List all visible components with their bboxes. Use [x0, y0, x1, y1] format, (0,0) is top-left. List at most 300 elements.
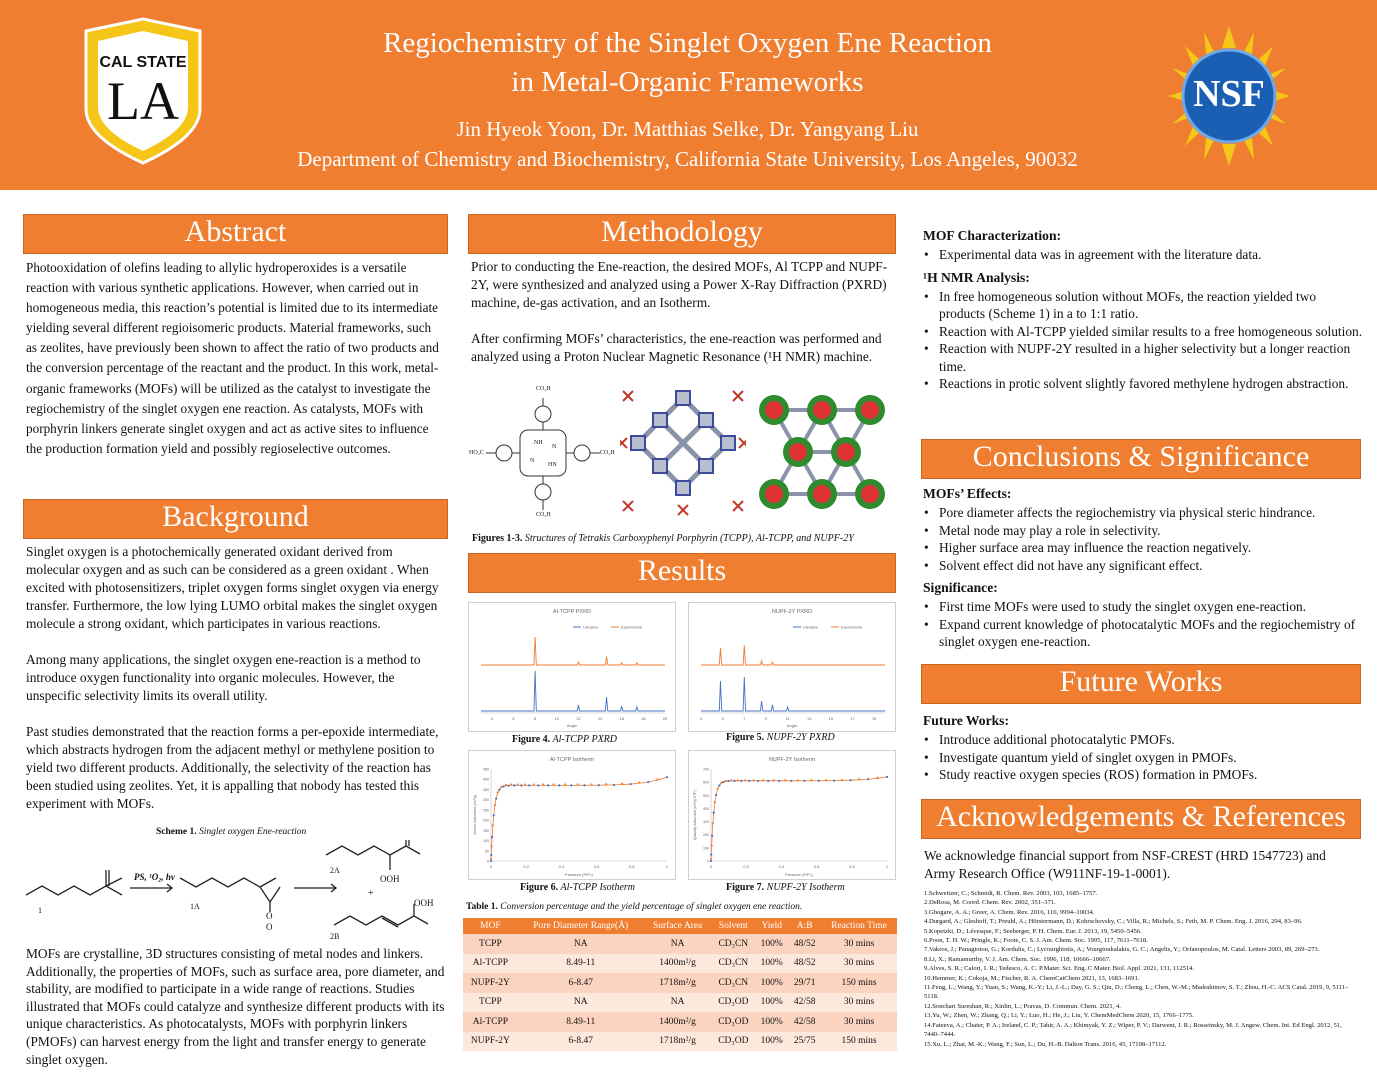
adsorption-point [507, 784, 509, 786]
table-cell: 30 mins [821, 934, 897, 954]
table-row [463, 954, 897, 974]
cluster-core [861, 401, 879, 419]
x-tick-label: 20 [662, 716, 668, 721]
poster-title: Regiochemistry of the Singlet Oxygen Ene Reaction in Metal-Organic Frameworks [383, 27, 992, 98]
x-tick-label: 18 [641, 716, 646, 721]
adsorption-point [886, 776, 888, 778]
table-cell: CD₃CN [712, 973, 756, 993]
table-cell: 48/52 [788, 954, 821, 974]
legend-label: Literature [583, 625, 599, 630]
porphyrin-node [699, 459, 713, 473]
x-tick-label: 1 [665, 864, 669, 869]
adsorption-point [833, 780, 835, 782]
table-cell: NUPF-2Y [463, 1032, 518, 1052]
table-cell: 100% [755, 954, 788, 974]
porphyrin-node [631, 436, 645, 450]
characterization-bullet: • Experimental data was in agreement with the literature data. [939, 246, 1363, 264]
x-axis-label: Angle [566, 723, 578, 728]
desorption-point [490, 845, 492, 847]
desorption-point [590, 783, 592, 785]
scheme-label-2a: 2A [330, 866, 340, 875]
methodology-heading: Methodology [468, 214, 896, 254]
table-cell: NA [644, 993, 712, 1013]
x-tick-label: 0.8 [849, 864, 855, 869]
logo-cal-state-text: CAL STATE [99, 54, 187, 71]
x-tick-label: 0 [489, 864, 493, 869]
chart-title: NUPF-2Y Isotherm [768, 757, 816, 763]
y-tick-label: 0 [707, 859, 709, 864]
cluster-core [765, 485, 783, 503]
reference-item: 1.Schweitzer, C.; Schmidt, R. Chem. Rev. 2003, 103, 1685–1757. [924, 890, 1098, 897]
y-axis-label: Quantity Adsorbed (cm³/g STP) [693, 790, 697, 840]
table-header-cell: A:B [788, 918, 821, 934]
y-tick-label: 50 [485, 849, 489, 854]
adsorption-point [520, 784, 522, 786]
desorption-point [492, 824, 494, 826]
y-tick-label: 100 [703, 846, 709, 851]
reference-item: 12.Sonchari Sureshan, R.; Xinlin, L.; Pravas, D. Commun. Chem. 2021, 4. [924, 1002, 1121, 1010]
x-tick-label: 8 [534, 716, 537, 721]
x-tick-label: 17 [850, 716, 855, 721]
conclusions-heading: Conclusions & Significance [921, 439, 1361, 479]
table-cell: 1400m²/g [644, 1012, 712, 1032]
table-cell: TCPP [463, 934, 518, 954]
future-works-bullet: • Introduce additional photocatalytic PMOFs. [939, 731, 1363, 749]
table-cell: 30 mins [821, 1012, 897, 1032]
adsorption-point [711, 835, 713, 837]
table-cell: 30 mins [821, 993, 897, 1013]
x-axis-label: Pressure (P/P₀) [785, 872, 813, 877]
mof-effects-bullet: • Solvent effect did not have any significant effect. [939, 557, 1363, 575]
tcpp-label-nh: NH [534, 440, 543, 446]
cal-state-la-logo [80, 17, 206, 165]
reference-item: 7.Vakros, J.; Panagiotou, G.; Kordulis, C.; Lycourghiotis, A.; Vourgioukalakis, G. C.; Angelis, Y.; Orfanopoulos, M. Catal. Letters 2003, 89, 269–273. [924, 946, 1320, 954]
adsorption-point [598, 784, 600, 786]
desorption-point [825, 779, 827, 781]
cluster-core [813, 485, 831, 503]
desorption-point [494, 804, 496, 806]
x-tick-label: 3 [699, 716, 703, 721]
scheme-label-1a: 1A [190, 902, 200, 911]
x-tick-label: 0.4 [558, 864, 565, 869]
table-cell: 100% [755, 973, 788, 993]
reference-item: 15.Xu, L.; Zhai, M.-K.; Wang, F.; Sun, L.; Du, H.-B. Dalton Trans. 2016, 45, 17108–17112. [924, 1040, 1167, 1048]
x-tick-label: 15 [828, 716, 834, 721]
chart-title: Al-TCPP Isotherm [549, 757, 595, 763]
adsorption-point [647, 781, 649, 783]
desorption-point [784, 779, 786, 781]
legend-label: Literature [803, 625, 819, 630]
adsorption-point [513, 784, 515, 786]
x-tick-label: 9 [764, 716, 768, 721]
tcpp-label-right: CO₂H [600, 450, 615, 456]
adsorption-point [528, 784, 530, 786]
background-paragraph-4: MOFs are crystalline, 3D structures consisting of metal nodes and linkers. Additionally, the properties of MOFs, such as surface area, pore diameter, and stability, are modified to participate in a wide range of reactions. Studies illustrated that MOFs could catalyze and synthesize different products with its unique characteristics. As photocatalysts, MOFs with porphyrin linkers (PMOFs) can harvest energy from the light and transfer energy to generate singlet oxygen. [26, 946, 445, 1067]
desorption-point [797, 779, 799, 781]
adsorption-point [718, 784, 720, 786]
table-row [463, 1032, 897, 1052]
adsorption-point [740, 780, 742, 782]
tcpp-label-bottom: CO₂H [536, 512, 551, 518]
table-cell: NA [644, 934, 712, 954]
cluster-core [765, 401, 783, 419]
desorption-point [710, 845, 712, 847]
legend-label: Experimental [841, 625, 862, 630]
table-cell: 6-8.47 [518, 1032, 644, 1052]
porphyrin-node [653, 459, 667, 473]
nupf-2y-isotherm-chart [688, 750, 896, 880]
table-cell: TCPP [463, 993, 518, 1013]
desorption-point [725, 780, 727, 782]
y-tick-label: 300 [703, 820, 709, 825]
adsorption-point [491, 836, 493, 838]
table-row [463, 934, 897, 954]
scheme-1-caption: Scheme 1. Singlet oxygen Ene-reaction [156, 827, 307, 837]
future-works-bullet: • Study reactive oxygen species (ROS) formation in PMOFs. [939, 766, 1363, 784]
table-cell: 150 mins [821, 973, 897, 993]
mof-characterization-heading: MOF Characterization: [923, 228, 1062, 243]
pxrd-series-literature [481, 671, 665, 711]
table-cell: 100% [755, 934, 788, 954]
adsorption-point [547, 784, 549, 786]
adsorption-point [733, 780, 735, 782]
scheme-label-1: 1 [38, 906, 42, 915]
table-cell: 6-8.47 [518, 973, 644, 993]
table-cell: NUPF-2Y [463, 973, 518, 993]
x-tick-label: 7 [743, 716, 746, 721]
future-works-list [923, 731, 1363, 784]
adsorption-point [757, 780, 759, 782]
table-cell: 100% [755, 993, 788, 1013]
figure-4-caption: Figure 4. Al-TCPP PXRD [512, 734, 618, 745]
tcpp-label-n2: N [530, 458, 535, 464]
adsorption-point [570, 784, 572, 786]
table-cell: Al-TCPP [463, 1012, 518, 1032]
mof-effects-bullet: • Pore diameter affects the regiochemistry via physical steric hindrance. [939, 504, 1363, 522]
desorption-point [510, 784, 512, 786]
y-tick-label: 200 [483, 818, 489, 823]
methodology-paragraph-2: After confirming MOFs’ characteristics, the ene-reaction was performed and analyzed using a Proton Nuclear Magnetic Resonance (¹H NMR) machine. [471, 331, 882, 364]
nsf-text: NSF [1193, 73, 1265, 115]
desorption-point [505, 784, 507, 786]
legend-label: Experimental [621, 625, 642, 630]
x-tick-label: 6 [512, 716, 515, 721]
nsf-logo [1168, 26, 1290, 166]
desorption-point [638, 781, 640, 783]
tcpp-label-top: CO₂H [536, 386, 551, 392]
abstract-text: Photooxidation of olefins leading to allylic hydroperoxides is a versatile reaction with various synthetic applications. However, when carried out in homogeneous media, this reaction’s potential is limited due to its intermediate yielding several different regioisomeric products. Material frameworks, such as zeolites, have previously been shown to affect the ratio of two products and the conversion percentage of the reactant and the product. In this work, metal-organic frameworks (MOFs) will be utilized as the catalyst to investigate the regiochemistry of the singlet oxygen ene reaction. As catalysts, MOFs with porphyrin linkers generate singlet oxygen and act as active sites to influence the production formation yield and possibly regioselective outcomes. [26, 260, 439, 456]
pxrd-series-literature [701, 677, 885, 711]
pxrd-series-experimental [701, 645, 885, 665]
adsorption-point [558, 784, 560, 786]
background-paragraph-3: Past studies demonstrated that the reaction forms a per-epoxide intermediate, which abstracts hydrogen from the adjacent methyl or methylene position to yield two different products. Additionally, the selectivity of the reaction has been studied using zeolites. Yet, it is appalling that nobody has tested this experiment with MOFs. [26, 724, 439, 811]
y-tick-label: 350 [483, 787, 489, 792]
reference-item: 5.Kopetzki, D.; Lévesque, F.; Seeberger, P. H. Chem. Eur. J. 2013, 19, 5450–5456. [924, 927, 1142, 935]
logo-la-text: LA [107, 71, 179, 131]
reference-item: 13.Yu, W.; Zhen, W.; Zhang, Q.; Li, Y.; Luo, H.; He, J.; Liu, Y. ChemMedChem 2020, 15, 1766–1775. [924, 1012, 1194, 1020]
desorption-point [858, 778, 860, 780]
x-tick-label: 14 [597, 716, 603, 721]
table-header-cell: MOF [463, 918, 518, 934]
table-cell: CD₃OD [712, 993, 756, 1013]
y-tick-label: 400 [703, 806, 709, 811]
reference-item: 9.Alves, S. R.; Calori, I. R.; Tedesco, A. C. P.Mater. Sci. Eng. C Mater. Biol. Appl. 2021, 131, 112514. [924, 965, 1195, 973]
future-works-heading: Future Works [921, 664, 1361, 704]
adsorption-point [713, 812, 715, 814]
x-tick-label: 0.6 [813, 864, 820, 869]
table-cell: 150 mins [821, 1032, 897, 1052]
adsorption-point [849, 779, 851, 781]
mof-effects-bullet: • Higher surface area may influence the reaction negatively. [939, 539, 1363, 557]
desorption-point [841, 779, 843, 781]
mof-effects-bullet: • Metal node may play a role in selectivity. [939, 522, 1363, 540]
chart-title: NUPF-2Y PXRD [771, 609, 813, 615]
adsorption-point [710, 854, 712, 856]
acknowledgement-text: We acknowledge financial support from NSF-CREST (HRD 1547723) and Army Research Office (W911NF-19-1-0001). [924, 848, 1326, 881]
methodology-paragraph-1: Prior to conducting the Ene-reaction, the desired MOFs, Al TCPP and NUPF-2Y, were synthesized and analyzed using a Power X-Ray Diffraction (PXRD) machine, de-gas activation, and an Isotherm. [471, 259, 888, 310]
desorption-point [737, 779, 739, 781]
future-works-section [923, 713, 1363, 790]
desorption-point [720, 782, 722, 784]
table-1-caption: Table 1. Conversion percentage and the yield percentage of singlet oxygen ene reaction. [466, 902, 803, 912]
adsorption-point [778, 780, 780, 782]
background-paragraph-1: Singlet oxygen is a photochemically generated oxidant derived from molecular oxygen and as such can be considered as a green oxidant . When excited with photosensitizers, triplet oxygen forms singlet oxygen via energy transfer. Furthermore, the low lying LUMO orbital makes the singlet oxygen molecule a strong oxidant, which participates in various reactions. [26, 544, 439, 631]
x-tick-label: 0.4 [778, 864, 785, 869]
x-tick-label: 0.6 [593, 864, 600, 869]
y-tick-label: 250 [483, 808, 489, 813]
scheme-label-o2: O [266, 922, 273, 932]
table-header-cell: Surface Area [644, 918, 712, 934]
reference-item: 6.Poon, T. H. W.; Pringle, K.; Foote, C. S. J. Am. Chem. Soc. 1995, 117, 7611–7618. [924, 937, 1148, 945]
abstract-heading: Abstract [23, 214, 448, 254]
table-row [463, 1012, 897, 1032]
scheme-label-plus: + [368, 888, 374, 899]
mof-effects-heading: MOFs’ Effects: [923, 486, 1012, 501]
al-tcpp-structure-figure [620, 388, 746, 518]
conclusions-section [923, 486, 1363, 657]
table-cell: Al-TCPP [463, 954, 518, 974]
x-tick-label: 12 [576, 716, 581, 721]
significance-heading: Significance: [923, 580, 998, 595]
nmr-analysis-list [923, 288, 1363, 393]
y-tick-label: 450 [483, 767, 489, 772]
adsorption-point [715, 794, 717, 796]
reference-item: 2.DeRosa, M. Coord. Chem. Rev. 2002, 351–371. [924, 899, 1056, 907]
table-cell: 8.49-11 [518, 1012, 644, 1032]
reference-item: 3.Ghogare, A. A.; Greer, A. Chem. Rev. 2016, 116, 9994–10034. [924, 908, 1095, 916]
characterization-section [923, 228, 1363, 399]
table-cell: 1718m²/g [644, 1032, 712, 1052]
y-tick-label: 200 [703, 833, 709, 838]
desorption-point [542, 783, 544, 785]
table-cell: 8.49-11 [518, 954, 644, 974]
porphyrin-node [676, 391, 690, 405]
desorption-point [717, 788, 719, 790]
x-tick-label: 13 [807, 716, 812, 721]
table-cell: CD₃CN [712, 954, 756, 974]
background-text [26, 543, 446, 813]
significance-bullet: • First time MOFs were used to study the singlet oxygen ene-reaction. [939, 598, 1363, 616]
nmr-analysis-bullet: • Reactions in protic solvent slightly favored methylene hydrogen abstraction. [939, 375, 1363, 393]
table-cell: 25/75 [788, 1032, 821, 1052]
x-tick-label: 4 [490, 716, 493, 721]
desorption-point [621, 783, 623, 785]
mof-characterization-list [923, 246, 1363, 264]
table-cell: 42/58 [788, 993, 821, 1013]
y-tick-label: 100 [483, 839, 489, 844]
x-tick-label: 0 [709, 864, 713, 869]
table-cell: 29/71 [788, 973, 821, 993]
table-cell: 100% [755, 1032, 788, 1052]
desorption-point [730, 779, 732, 781]
chart-title: Al-TCPP PXRD [552, 609, 592, 615]
table-cell: NA [518, 934, 644, 954]
al-tcpp-isotherm-chart [468, 750, 676, 880]
desorption-point [517, 783, 519, 785]
future-works-subheading: Future Works: [923, 713, 1009, 728]
tcpp-label-left: HO₂C [469, 450, 484, 456]
adsorption-point [537, 784, 539, 786]
adsorption-point [666, 776, 668, 778]
y-tick-label: 0 [487, 859, 489, 864]
background-paragraph-2: Among many applications, the singlet oxygen ene-reaction is a method to introduce oxygen functionality into organic molecules. However, the unspecific selectivity limits its overall utility. [26, 652, 421, 703]
desorption-point [762, 779, 764, 781]
nupf-2y-pxrd-chart [688, 602, 896, 732]
y-tick-label: 150 [483, 828, 489, 833]
pxrd-series-experimental [481, 637, 665, 665]
table-cell: CD₃CN [712, 934, 756, 954]
adsorption-point [495, 798, 497, 800]
table-cell: NA [518, 993, 644, 1013]
x-tick-label: 1 [885, 864, 889, 869]
table-cell: 42/58 [788, 1012, 821, 1032]
future-works-bullet: • Investigate quantum yield of singlet oxygen in PMOFs. [939, 749, 1363, 767]
x-tick-label: 19 [871, 716, 877, 721]
table-header-cell: Solvent [712, 918, 756, 934]
porphyrin-node [676, 481, 690, 495]
desorption-point [656, 778, 658, 780]
table-row [463, 993, 897, 1013]
table-cell: CD₃OD [712, 1032, 756, 1052]
significance-bullet: • Expand current knowledge of photocatalytic MOFs and the regiochemistry of singlet oxygen ene-reaction. [939, 616, 1363, 651]
adsorption-point [790, 780, 792, 782]
desorption-point [577, 783, 579, 785]
y-tick-label: 300 [483, 798, 489, 803]
cluster-core [861, 485, 879, 503]
porphyrin-node [721, 436, 735, 450]
desorption-point [564, 783, 566, 785]
y-tick-label: 600 [703, 780, 709, 785]
adsorption-point [493, 814, 495, 816]
al-tcpp-pxrd-chart [468, 602, 676, 732]
desorption-point [710, 858, 712, 860]
adsorption-point [722, 781, 724, 783]
adsorption-point [613, 784, 615, 786]
desorption-point [524, 783, 526, 785]
x-axis-label: Angle [786, 723, 798, 728]
porphyrin-node [653, 413, 667, 427]
scheme-label-ooh2: OOH [414, 898, 434, 908]
reference-item: 8.Li, X.; Ramamurthy, V. J. Am. Chem. Soc. 1996, 118, 10666–10667. [924, 955, 1111, 963]
scheme-label-o1: O [266, 911, 273, 921]
adsorption-point [803, 780, 805, 782]
adsorption-point [629, 783, 631, 785]
x-tick-label: 11 [785, 716, 790, 721]
desorption-point [810, 779, 812, 781]
figure-6-caption: Figure 6. Al-TCPP Isotherm [520, 882, 636, 893]
background-heading: Background [23, 499, 448, 539]
nmr-analysis-heading: ¹H NMR Analysis: [923, 269, 1030, 285]
x-tick-label: 10 [554, 716, 559, 721]
table-cell: 48/52 [788, 934, 821, 954]
desorption-line [491, 777, 667, 861]
y-tick-label: 700 [703, 767, 709, 772]
references-list [924, 889, 1354, 1049]
desorption-point [714, 801, 716, 803]
x-tick-label: 0.2 [743, 864, 749, 869]
nmr-analysis-bullet: • In free homogeneous solution without MOFs, the reaction yielded two products (Scheme 1) in a to 1:1 ratio. [939, 288, 1363, 323]
reference-item: 10.Hemmer, K.; Cokoja, M.; Fischer, R. A. ChemCatChem 2021, 13, 1683–1691. [924, 974, 1140, 982]
tcpp-structure-figure [468, 384, 618, 526]
x-axis-label: Pressure (P/P₀) [565, 872, 593, 877]
table-header-cell: Reaction Time [821, 918, 897, 934]
cluster-core [813, 401, 831, 419]
scheme-label-ooh1: OOH [380, 874, 400, 884]
cluster-core [837, 443, 855, 461]
reference-item: 4.Durgard, A.; Gleshoff, T.; Preuhl, A.; Hörstermann, D.; Kohrschovsky, C.; Villa, R.; Michels, S.; Feth, M. P. Chem. Eng. J. 2016, 294, 83–96. [924, 918, 1303, 926]
x-tick-label: 5 [721, 716, 724, 721]
adsorption-point [727, 780, 729, 782]
desorption-point [744, 779, 746, 781]
desorption-point [753, 779, 755, 781]
adsorption-point [583, 784, 585, 786]
desorption-point [500, 786, 502, 788]
table-cell: 100% [755, 1012, 788, 1032]
poster-authors: Jin Hyeok Yoon, Dr. Matthias Selke, Dr. Yangyang Liu Department of Chemistry and Biochemistry, California State University, Los Angeles, 90032 [297, 117, 1078, 171]
desorption-point [490, 858, 492, 860]
figure-7-caption: Figure 7. NUPF-2Y Isotherm [726, 882, 845, 893]
significance-list [923, 598, 1363, 651]
table-cell: 30 mins [821, 954, 897, 974]
desorption-point [533, 783, 535, 785]
adsorption-point [748, 780, 750, 782]
desorption-point [876, 777, 878, 779]
adsorption-point [490, 860, 492, 862]
desorption-point [552, 783, 554, 785]
adsorption-point [710, 860, 712, 862]
table-cell: 1718m²/g [644, 973, 712, 993]
figure-5-caption: Figure 5. NUPF-2Y PXRD [726, 732, 835, 743]
figures-1-3-caption: Figures 1-3. Structures of Tetrakis Carboxyphenyl Porphyrin (TCPP), Al-TCPP, and NUPF-2Y [472, 533, 854, 544]
acknowledgements-heading: Acknowledgements & References [921, 799, 1361, 839]
y-axis-label: Volume Adsorbed (cm³/g) [473, 794, 477, 836]
adsorption-point [767, 780, 769, 782]
tcpp-label-n1: N [552, 444, 557, 450]
y-tick-label: 400 [483, 777, 489, 782]
adsorption-point [498, 789, 500, 791]
desorption-point [605, 783, 607, 785]
nupf-2y-structure-figure [752, 388, 892, 518]
table-1 [463, 918, 897, 1051]
scheme-reagent-label: PS, ¹O₂, hv [134, 872, 175, 882]
y-tick-label: 500 [703, 793, 709, 798]
nmr-analysis-bullet: • Reaction with Al-TCPP yielded similar results to a free homogeneous solution. [939, 323, 1363, 341]
table-row [463, 973, 897, 993]
porphyrin-node [699, 413, 713, 427]
mof-effects-list [923, 504, 1363, 574]
scheme-1-diagram [22, 840, 442, 944]
reference-item: 11.Feng, L.; Wang, Y.; Yuan, S.; Wang, K.-Y.; Li, J.-L.; Day, G. S.; Qiu, D.; Cheng, L.; Chen, W.-M.; Madrahimov, S. T.; Zhou, H.-C. ACS Catal. 2019, 9, 5111–5118. [924, 984, 1349, 1001]
